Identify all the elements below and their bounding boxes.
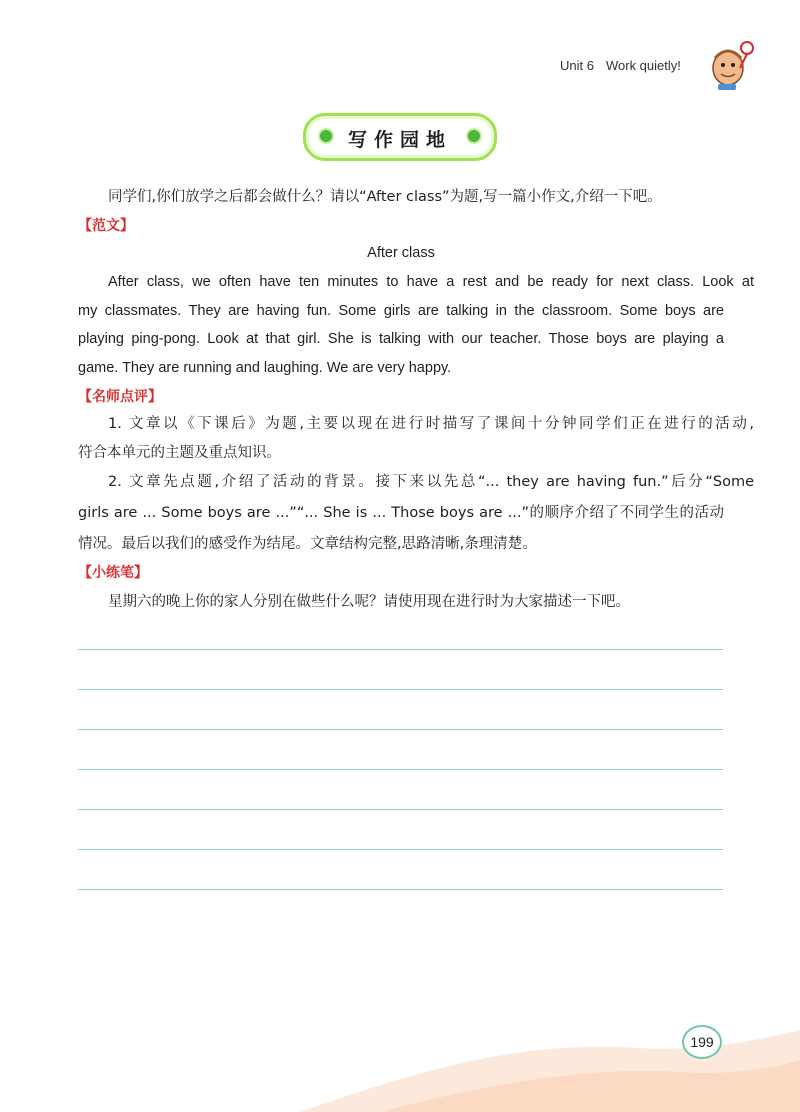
model-line: playing ping-pong. Look at that girl. She is talking with our teacher. Those boys are playing a bbox=[78, 331, 724, 347]
comment-line: 2. 文章先点题,介绍了活动的背景。接下来以先总“... they are having fun.”后分“Some bbox=[108, 474, 754, 490]
writing-line[interactable] bbox=[78, 849, 723, 850]
comment-line: girls are ... Some boys are ...”“... She is ... Those boys are ...”的顺序介绍了不同学生的活动 bbox=[78, 505, 724, 521]
model-label: 【范文】 bbox=[78, 218, 134, 234]
writing-line[interactable] bbox=[78, 769, 723, 770]
decorative-wave bbox=[0, 1000, 800, 1112]
practice-label: 【小练笔】 bbox=[78, 565, 148, 581]
comment-line: 情况。最后以我们的感受作为结尾。文章结构完整,思路清晰,条理清楚。 bbox=[78, 536, 537, 552]
unit-title: Work quietly! bbox=[605, 58, 681, 73]
running-header bbox=[560, 58, 700, 73]
comments-label: 【名师点评】 bbox=[78, 389, 162, 405]
practice-prompt: 星期六的晚上你的家人分别在做些什么呢？请使用现在进行时为大家描述一下吧。 bbox=[108, 594, 630, 610]
writing-line[interactable] bbox=[78, 889, 723, 890]
section-banner bbox=[303, 113, 497, 161]
section-title: 写作园地 bbox=[347, 129, 452, 151]
comment-line: 1. 文章以《下课后》为题,主要以现在进行时描写了课间十分钟同学们正在进行的活动, bbox=[108, 416, 754, 432]
green-dot-icon bbox=[466, 128, 482, 144]
page-number: 199 bbox=[682, 1025, 722, 1059]
writing-prompt: 同学们,你们放学之后都会做什么？请以“After class”为题,写一篇小作文,介绍一下吧。 bbox=[108, 189, 662, 205]
writing-line[interactable] bbox=[78, 689, 723, 690]
comment-line: 符合本单元的主题及重点知识。 bbox=[78, 445, 281, 461]
model-line: After class, we often have ten minutes to have a rest and be ready for next class. Look at bbox=[108, 274, 754, 290]
writing-line[interactable] bbox=[78, 649, 723, 650]
mascot-icon bbox=[706, 36, 758, 92]
model-line: game. They are running and laughing. We are very happy. bbox=[78, 360, 452, 376]
writing-line[interactable] bbox=[78, 729, 723, 730]
writing-line[interactable] bbox=[78, 809, 723, 810]
model-title: After class bbox=[367, 245, 435, 261]
unit-label: Unit 6 bbox=[560, 58, 594, 73]
model-line: my classmates. They are having fun. Some girls are talking in the classroom. Some boys are bbox=[78, 303, 724, 319]
